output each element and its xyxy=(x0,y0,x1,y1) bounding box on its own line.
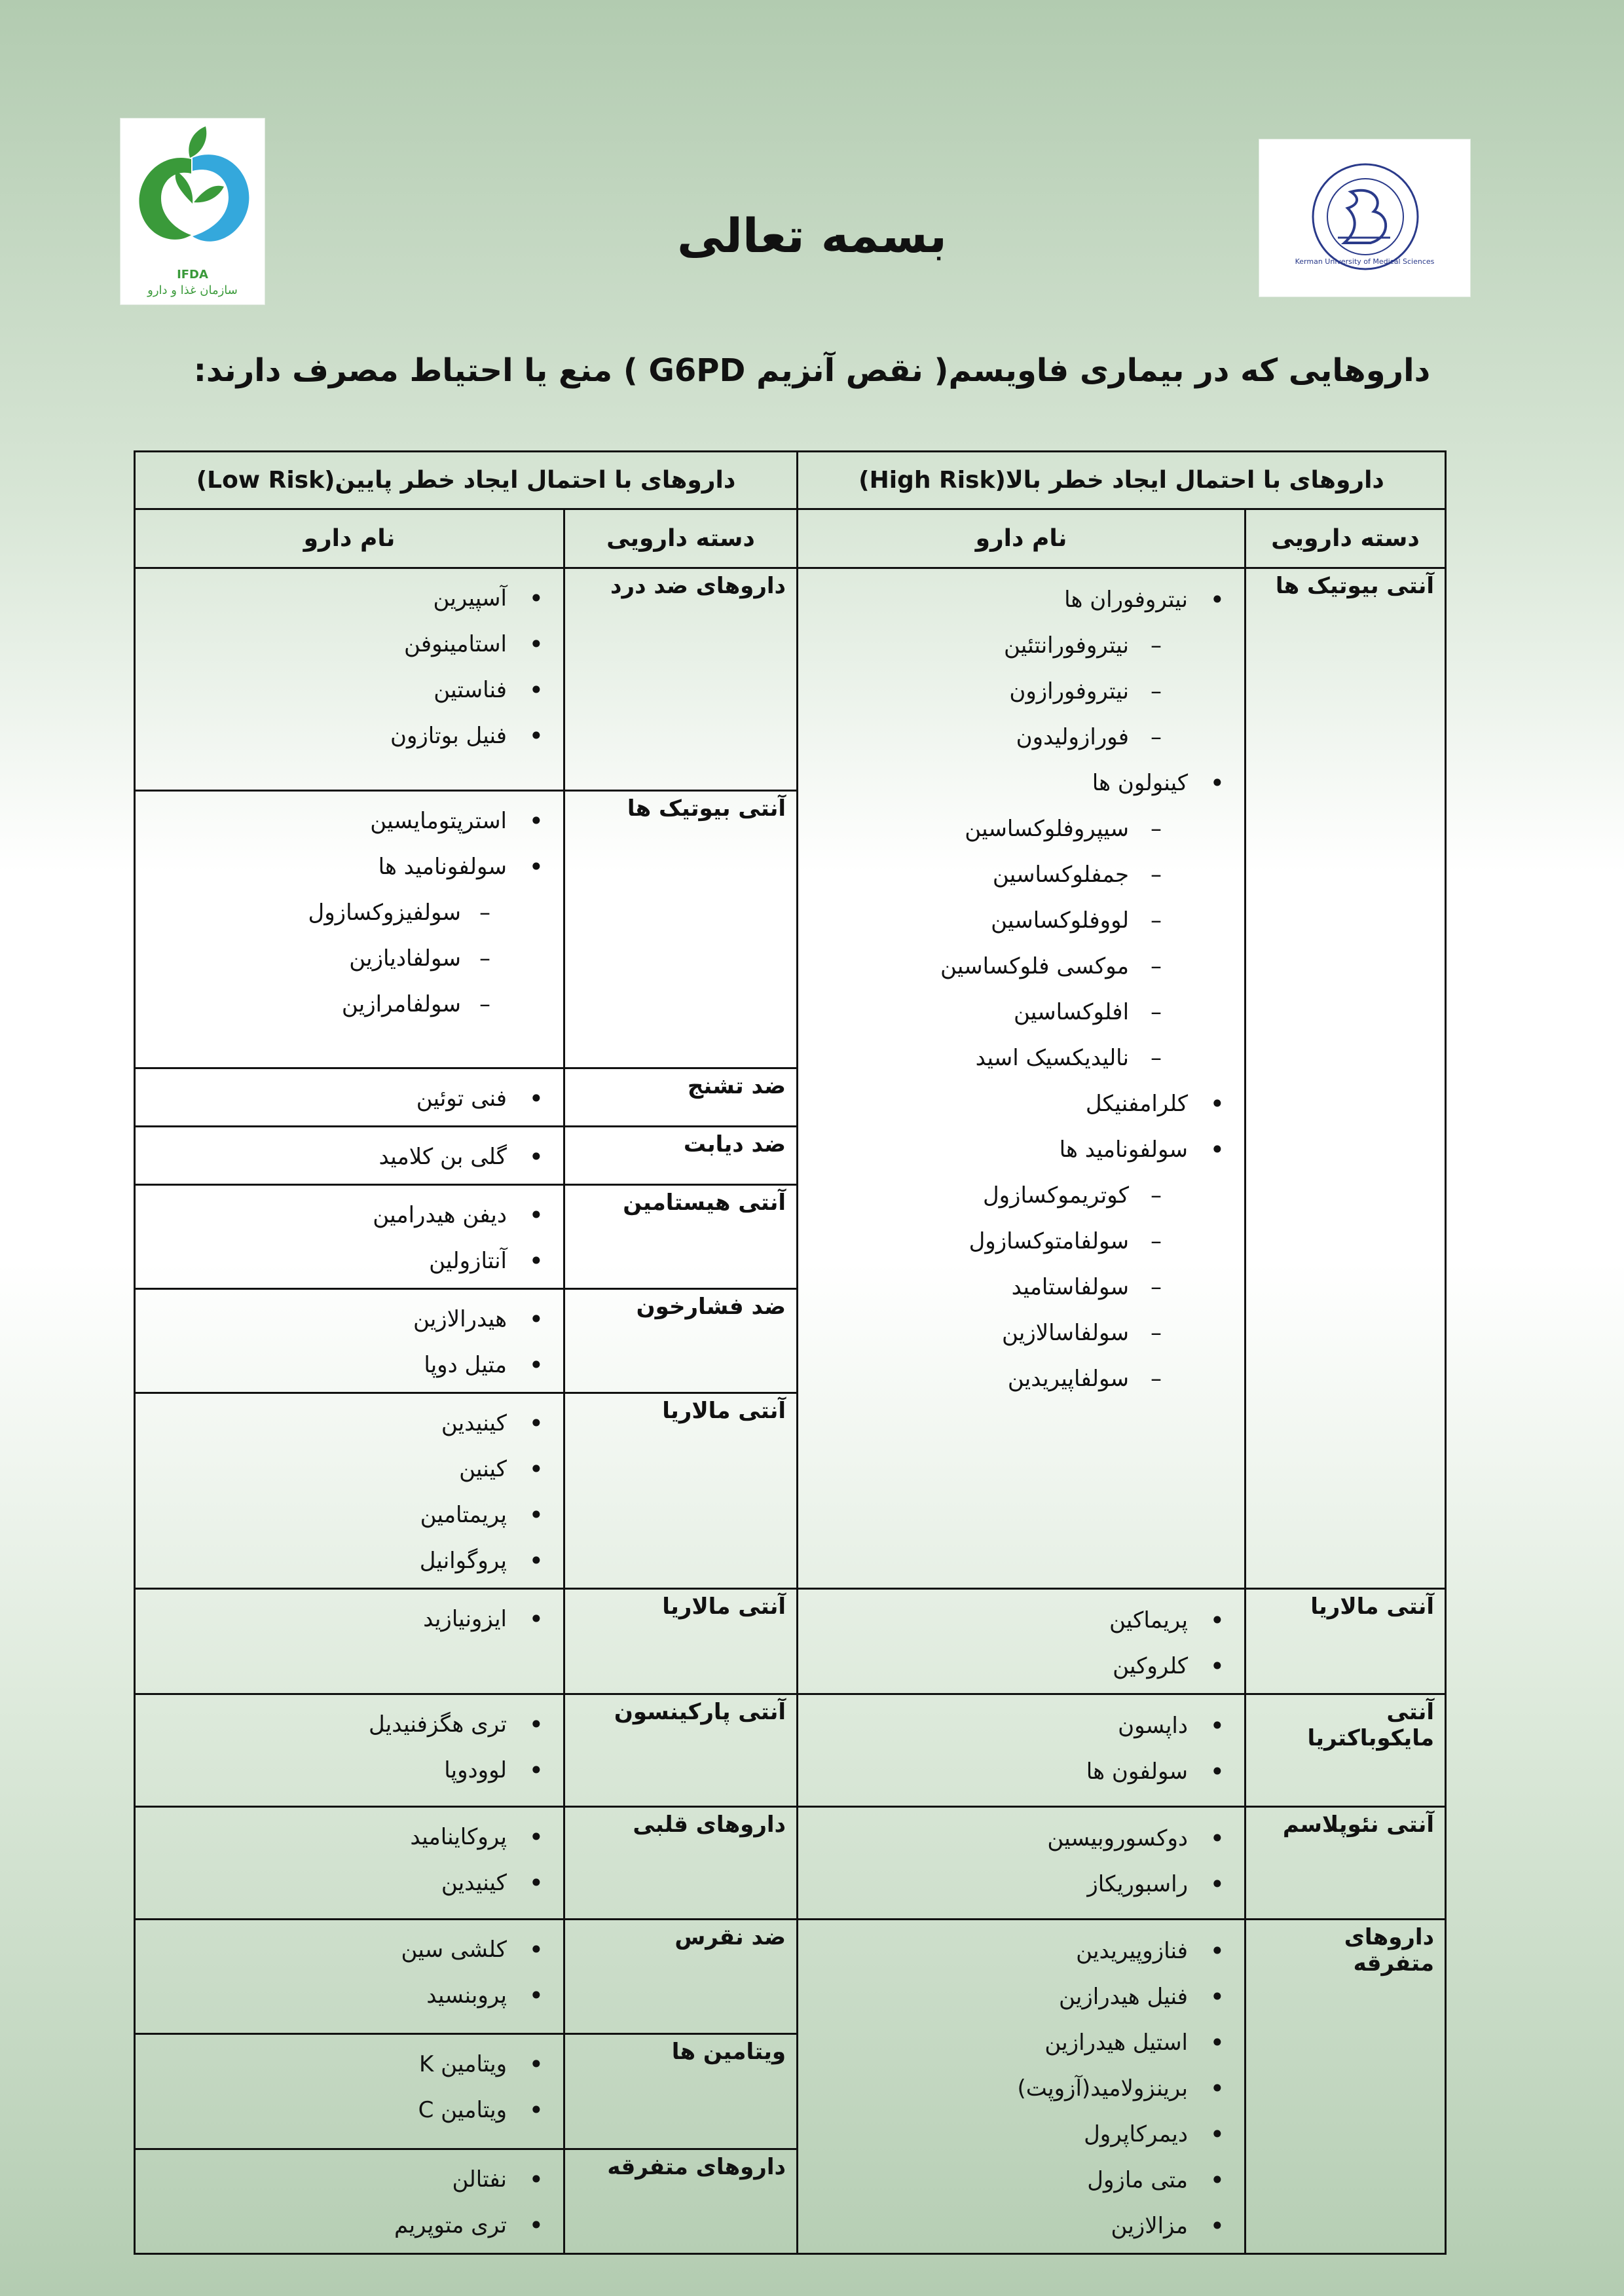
drug-item: • پروکاینامید xyxy=(146,1814,553,1860)
ifda-abbr: IFDA xyxy=(177,268,208,282)
drug-subitem: – سولفیزوکسازول xyxy=(146,890,553,936)
drug-item: • پریماکین xyxy=(809,1597,1234,1643)
drug-list xyxy=(809,1594,1234,1689)
drug-item: • پروبنسید xyxy=(146,1973,553,2018)
drug-item: • پروگوانیل xyxy=(146,1538,553,1584)
high-category-cell: آنتی مایکوباکتریا xyxy=(1246,1694,1446,1807)
drug-item: • ویتامین K xyxy=(146,2041,553,2087)
low-drug-list-cell xyxy=(135,1393,564,1589)
drug-item: • برینزولامید(آزوپت) xyxy=(809,2066,1234,2111)
drug-item: • کینیدین xyxy=(146,1400,553,1446)
drug-item: • کینین xyxy=(146,1446,553,1492)
high-risk-header: داروهای با احتمال ایجاد خطر بالا(High Risk) xyxy=(798,452,1446,509)
high-drug-list-cell xyxy=(798,1920,1246,2254)
drug-subitem: – جمفلوکساسین xyxy=(809,852,1234,898)
g6pd-drug-table xyxy=(134,450,1447,2255)
drug-list xyxy=(146,1072,553,1121)
low-drug-list-cell xyxy=(135,2034,564,2149)
high-name-column-header: نام دارو xyxy=(798,509,1246,568)
drug-item: • مزالازین xyxy=(809,2203,1234,2249)
drug-item: • دیمرکاپرول xyxy=(809,2111,1234,2157)
drug-list xyxy=(146,1396,553,1584)
drug-item: • فنازوپیریدین xyxy=(809,1928,1234,1974)
low-name-column-header: نام دارو xyxy=(135,509,564,568)
low-drug-list-cell xyxy=(135,791,564,1068)
drug-list xyxy=(146,572,553,759)
high-drug-list-cell xyxy=(798,1807,1246,1920)
low-category-cell: داروهای ضد درد xyxy=(564,568,798,791)
low-category-cell: ویتامین ها xyxy=(564,2034,798,2149)
low-drug-list-cell xyxy=(135,1127,564,1185)
high-category-cell: آنتی مالاریا xyxy=(1246,1589,1446,1694)
low-category-cell: ضد فشارخون xyxy=(564,1289,798,1393)
drug-item: • استیل هیدرازین xyxy=(809,2020,1234,2066)
drug-list xyxy=(809,573,1234,1402)
drug-subitem: – نیتروفورانتئین xyxy=(809,623,1234,668)
drug-subitem: – افلوکساسین xyxy=(809,989,1234,1035)
drug-item: • گلی بن کلامید xyxy=(146,1134,553,1180)
drug-subitem: – سولفادیازین xyxy=(146,936,553,981)
drug-item: • تری هگزفنیدیل xyxy=(146,1702,553,1747)
drug-item: • هیدرالازین xyxy=(146,1296,553,1342)
low-drug-list-cell xyxy=(135,1694,564,1807)
low-drug-list-cell xyxy=(135,1807,564,1920)
low-category-cell: آنتی مالاریا xyxy=(564,1589,798,1694)
drug-item: • آسپیرین xyxy=(146,575,553,621)
high-category-cell: داروهای متفرقه xyxy=(1246,1920,1446,2254)
drug-item: • راسبوریکاز xyxy=(809,1861,1234,1907)
drug-item: • استامینوفن xyxy=(146,621,553,667)
drug-item: • نفتالن xyxy=(146,2157,553,2202)
drug-subitem: – موکسی فلوکساسین xyxy=(809,943,1234,989)
drug-subitem: – نیتروفورازون xyxy=(809,668,1234,714)
drug-item: • متیل دوپا xyxy=(146,1342,553,1388)
high-drug-list-cell xyxy=(798,1694,1246,1807)
low-category-cell: آنتی پارکینسون xyxy=(564,1694,798,1807)
drug-item: • کینیدین xyxy=(146,1860,553,1906)
low-drug-list-cell xyxy=(135,1920,564,2034)
drug-list xyxy=(146,1188,553,1284)
drug-subitem: – کوتریموکسازول xyxy=(809,1173,1234,1218)
drug-item: • لوودوپا xyxy=(146,1747,553,1793)
drug-subitem: – سولفاستامید xyxy=(809,1264,1234,1310)
drug-item: • کلروکین xyxy=(809,1643,1234,1689)
drug-subitem: – سولفاسالازین xyxy=(809,1310,1234,1356)
drug-item: • فنی توئین xyxy=(146,1076,553,1121)
drug-list xyxy=(146,2153,553,2248)
drug-item: • پریمتامین xyxy=(146,1492,553,1538)
drug-list xyxy=(146,1130,553,1180)
drug-subitem: – سولفاپیریدین xyxy=(809,1356,1234,1402)
drug-list xyxy=(146,794,553,1027)
low-drug-list-cell xyxy=(135,568,564,791)
low-drug-list-cell xyxy=(135,2149,564,2253)
drug-list xyxy=(146,1592,553,1642)
low-category-cell: ضد نقرس xyxy=(564,1920,798,2034)
university-caption: Kerman University of Medical Sciences xyxy=(1295,257,1435,266)
low-drug-list-cell xyxy=(135,1589,564,1694)
drug-list xyxy=(809,1699,1234,1795)
drug-item: • ایزونیازید xyxy=(146,1596,553,1642)
drug-subitem: – سولفامتوکسازول xyxy=(809,1218,1234,1264)
drug-subitem: – لووفلوکساسین xyxy=(809,898,1234,943)
drug-item: • سولفونامید ها xyxy=(809,1127,1234,1173)
drug-item: • نیتروفوران ها xyxy=(809,577,1234,623)
drug-item: • فنیل بوتازون xyxy=(146,713,553,759)
drug-list xyxy=(146,1292,553,1388)
high-category-cell: آنتی بیوتیک ها xyxy=(1246,568,1446,1589)
drug-item: • آنتازولین xyxy=(146,1238,553,1284)
drug-item: • ویتامین C xyxy=(146,2087,553,2133)
low-drug-list-cell xyxy=(135,1068,564,1127)
drug-list xyxy=(146,1923,553,2018)
low-category-cell: آنتی بیوتیک ها xyxy=(564,791,798,1068)
drug-item: • داپسون xyxy=(809,1703,1234,1749)
low-category-cell: داروهای متفرقه xyxy=(564,2149,798,2253)
low-category-cell: داروهای قلبی xyxy=(564,1807,798,1920)
drug-list xyxy=(146,1698,553,1793)
page-title: بسمه تعالی xyxy=(677,208,947,263)
low-risk-header: داروهای با احتمال ایجاد خطر پایین(Low Risk) xyxy=(135,452,798,509)
low-category-cell: ضد دیابت xyxy=(564,1127,798,1185)
low-category-column-header: دسته دارویی xyxy=(564,509,798,568)
high-category-column-header: دسته دارویی xyxy=(1246,509,1446,568)
drug-list xyxy=(146,1810,553,1906)
drug-item: • دیفن هیدرامین xyxy=(146,1192,553,1238)
drug-item: • فناستین xyxy=(146,667,553,713)
low-category-cell: آنتی هیستامین xyxy=(564,1185,798,1289)
low-drug-list-cell xyxy=(135,1185,564,1289)
drug-item: • استرپتومایسین xyxy=(146,798,553,844)
drug-subitem: – نالیدیکسیک اسید xyxy=(809,1035,1234,1081)
low-drug-list-cell xyxy=(135,1289,564,1393)
high-drug-list-cell xyxy=(798,1589,1246,1694)
drug-subitem: – سیپروفلوکساسین xyxy=(809,806,1234,852)
drug-list xyxy=(146,2037,553,2133)
page-subtitle: داروهایی که در بیماری فاویسم( نقص آنزیم G6PD ) منع یا احتیاط مصرف دارند: xyxy=(193,352,1431,389)
drug-list xyxy=(809,1924,1234,2249)
drug-item: • کلرامفنیکل xyxy=(809,1081,1234,1127)
ifda-org-label: سازمان غذا و دارو xyxy=(147,283,238,297)
low-category-cell: آنتی مالاریا xyxy=(564,1393,798,1589)
high-category-cell: آنتی نئوپلاسم xyxy=(1246,1807,1446,1920)
drug-subitem: – فورازولیدون xyxy=(809,714,1234,760)
drug-item: • دوکسوروبیسین xyxy=(809,1815,1234,1861)
low-category-cell: ضد تشنج xyxy=(564,1068,798,1127)
drug-item: • سولفون ها xyxy=(809,1749,1234,1795)
drug-item: • فنیل هیدرازین xyxy=(809,1974,1234,2020)
drug-list xyxy=(809,1812,1234,1907)
drug-item: • سولفونامید ها xyxy=(146,844,553,890)
drug-subitem: – سولفامرازین xyxy=(146,981,553,1027)
drug-item: • تری متوپریم xyxy=(146,2202,553,2248)
drug-item: • کینولون ها xyxy=(809,760,1234,806)
high-drug-list-cell xyxy=(798,568,1246,1589)
drug-item: • متی مازول xyxy=(809,2157,1234,2203)
drug-item: • کلشی سین xyxy=(146,1927,553,1973)
